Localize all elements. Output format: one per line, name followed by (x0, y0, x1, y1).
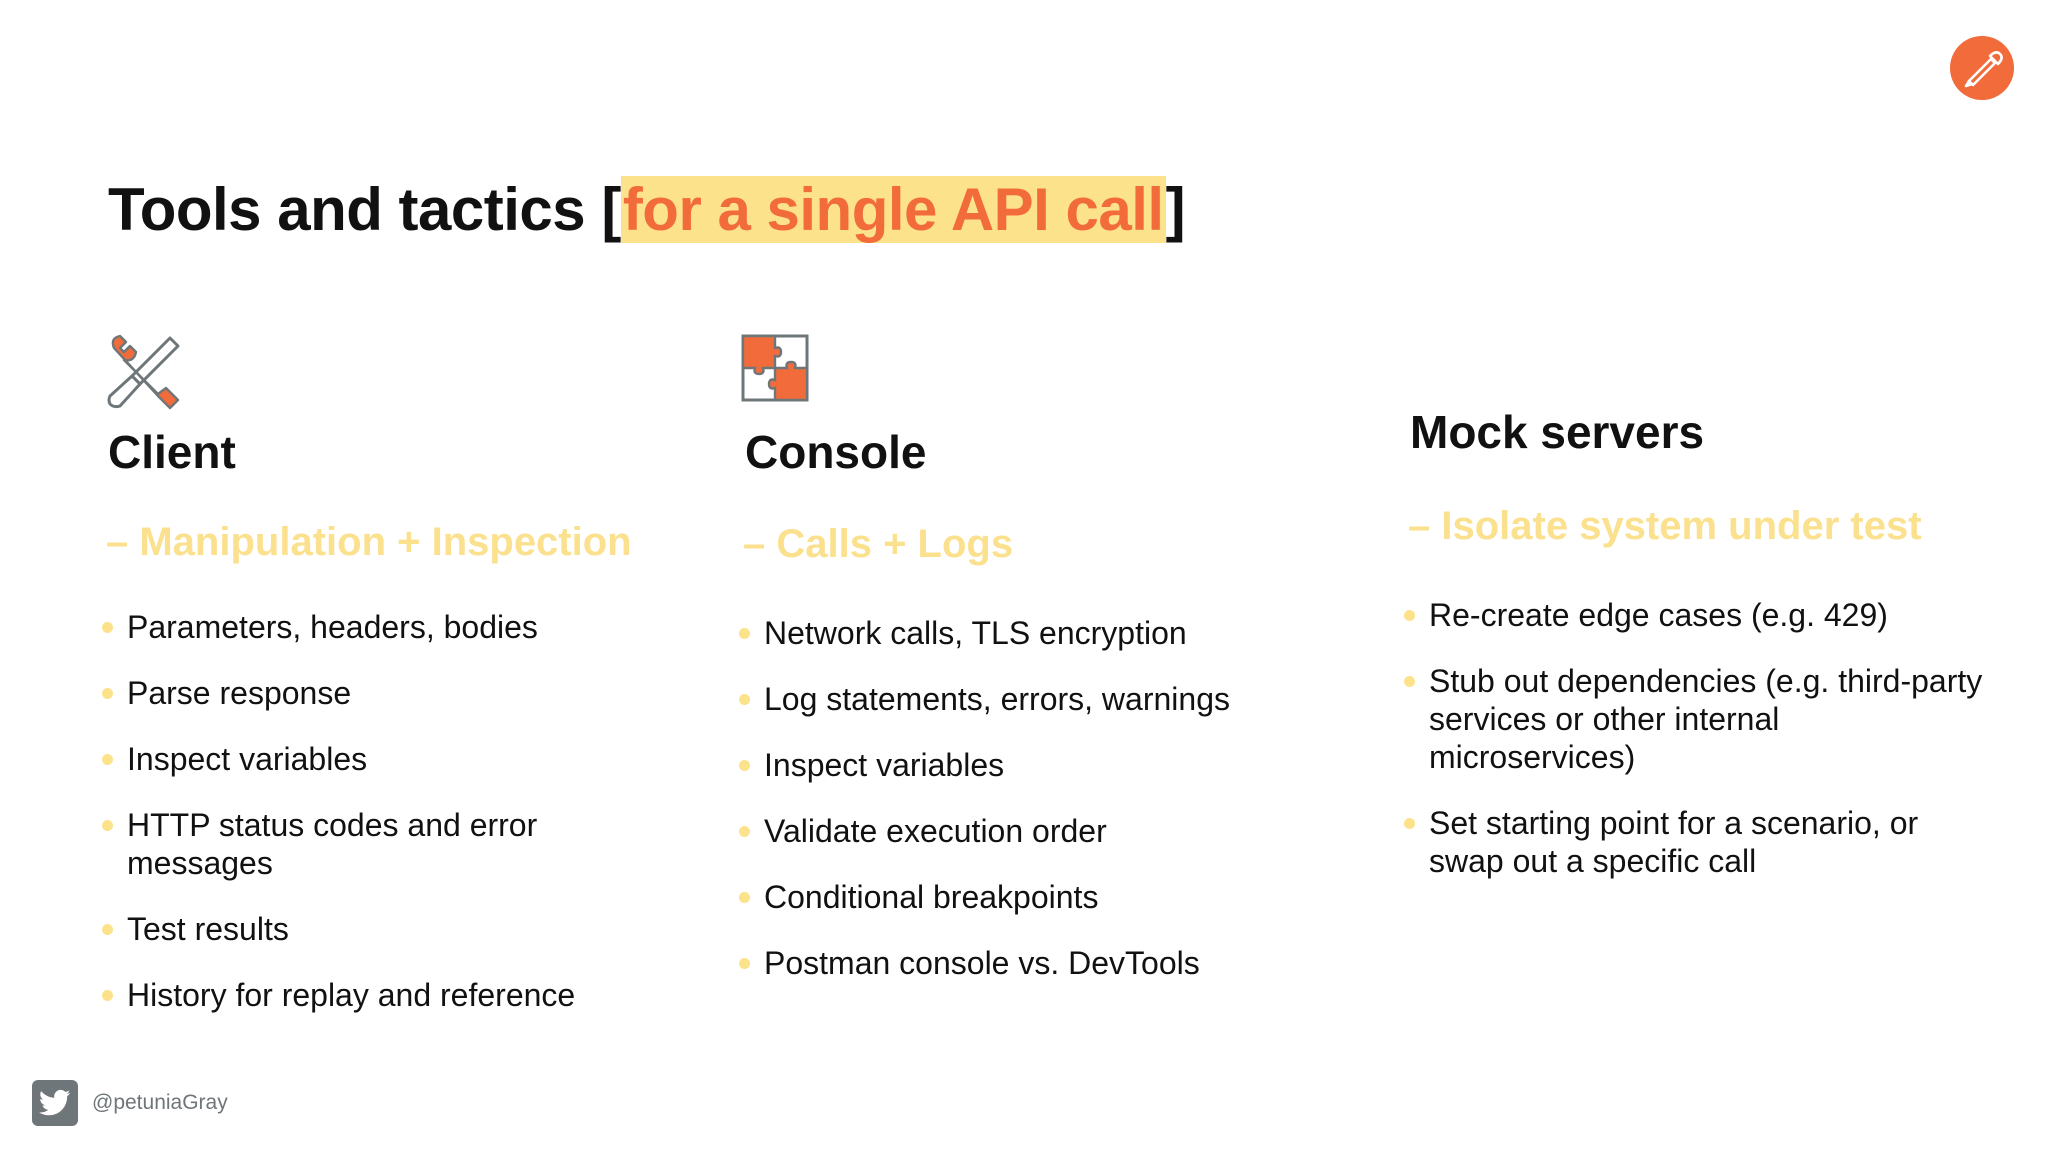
list-item: Postman console vs. DevTools (735, 944, 1230, 982)
list-item: Inspect variables (735, 746, 1230, 784)
list-item: Inspect variables (98, 740, 647, 778)
list-item: Network calls, TLS encryption (735, 614, 1230, 652)
list-item: Set starting point for a scenario, or swap out a specific call (1400, 804, 1990, 880)
list-item: Conditional breakpoints (735, 878, 1230, 916)
slide-title (108, 172, 1185, 248)
puzzle-icon (741, 334, 809, 402)
column-subtitle: – Manipulation + Inspection (106, 520, 632, 564)
list-item: HTTP status codes and error messages (98, 806, 647, 882)
bullet-list (1400, 596, 1990, 908)
list-item: Validate execution order (735, 812, 1230, 850)
twitter-bird-icon (39, 1089, 71, 1117)
list-item: Parse response (98, 674, 647, 712)
list-item: Stub out dependencies (e.g. third-party services or other internal microservices) (1400, 662, 1990, 776)
bullet-list (735, 614, 1230, 1010)
column-subtitle: – Isolate system under test (1408, 504, 1922, 548)
list-item: Test results (98, 910, 647, 948)
list-item: History for replay and reference (98, 976, 647, 1014)
bullet-list (98, 608, 647, 1042)
column-title: Mock servers (1410, 406, 1705, 458)
column-title: Client (108, 426, 236, 478)
postman-logo-icon (1950, 36, 2014, 100)
column-title: Console (745, 426, 927, 478)
twitter-handle: @petuniaGray (92, 1091, 228, 1114)
column-subtitle: – Calls + Logs (743, 522, 1014, 566)
twitter-icon (32, 1080, 78, 1126)
wrench-screwdriver-icon (106, 334, 182, 410)
footer (32, 1080, 228, 1126)
list-item: Parameters, headers, bodies (98, 608, 647, 646)
list-item: Re-create edge cases (e.g. 429) (1400, 596, 1990, 634)
title-suffix: ] (1165, 176, 1186, 243)
title-prefix: Tools and tactics [ (108, 176, 621, 243)
title-highlight: for a single API call (622, 176, 1164, 243)
list-item: Log statements, errors, warnings (735, 680, 1230, 718)
